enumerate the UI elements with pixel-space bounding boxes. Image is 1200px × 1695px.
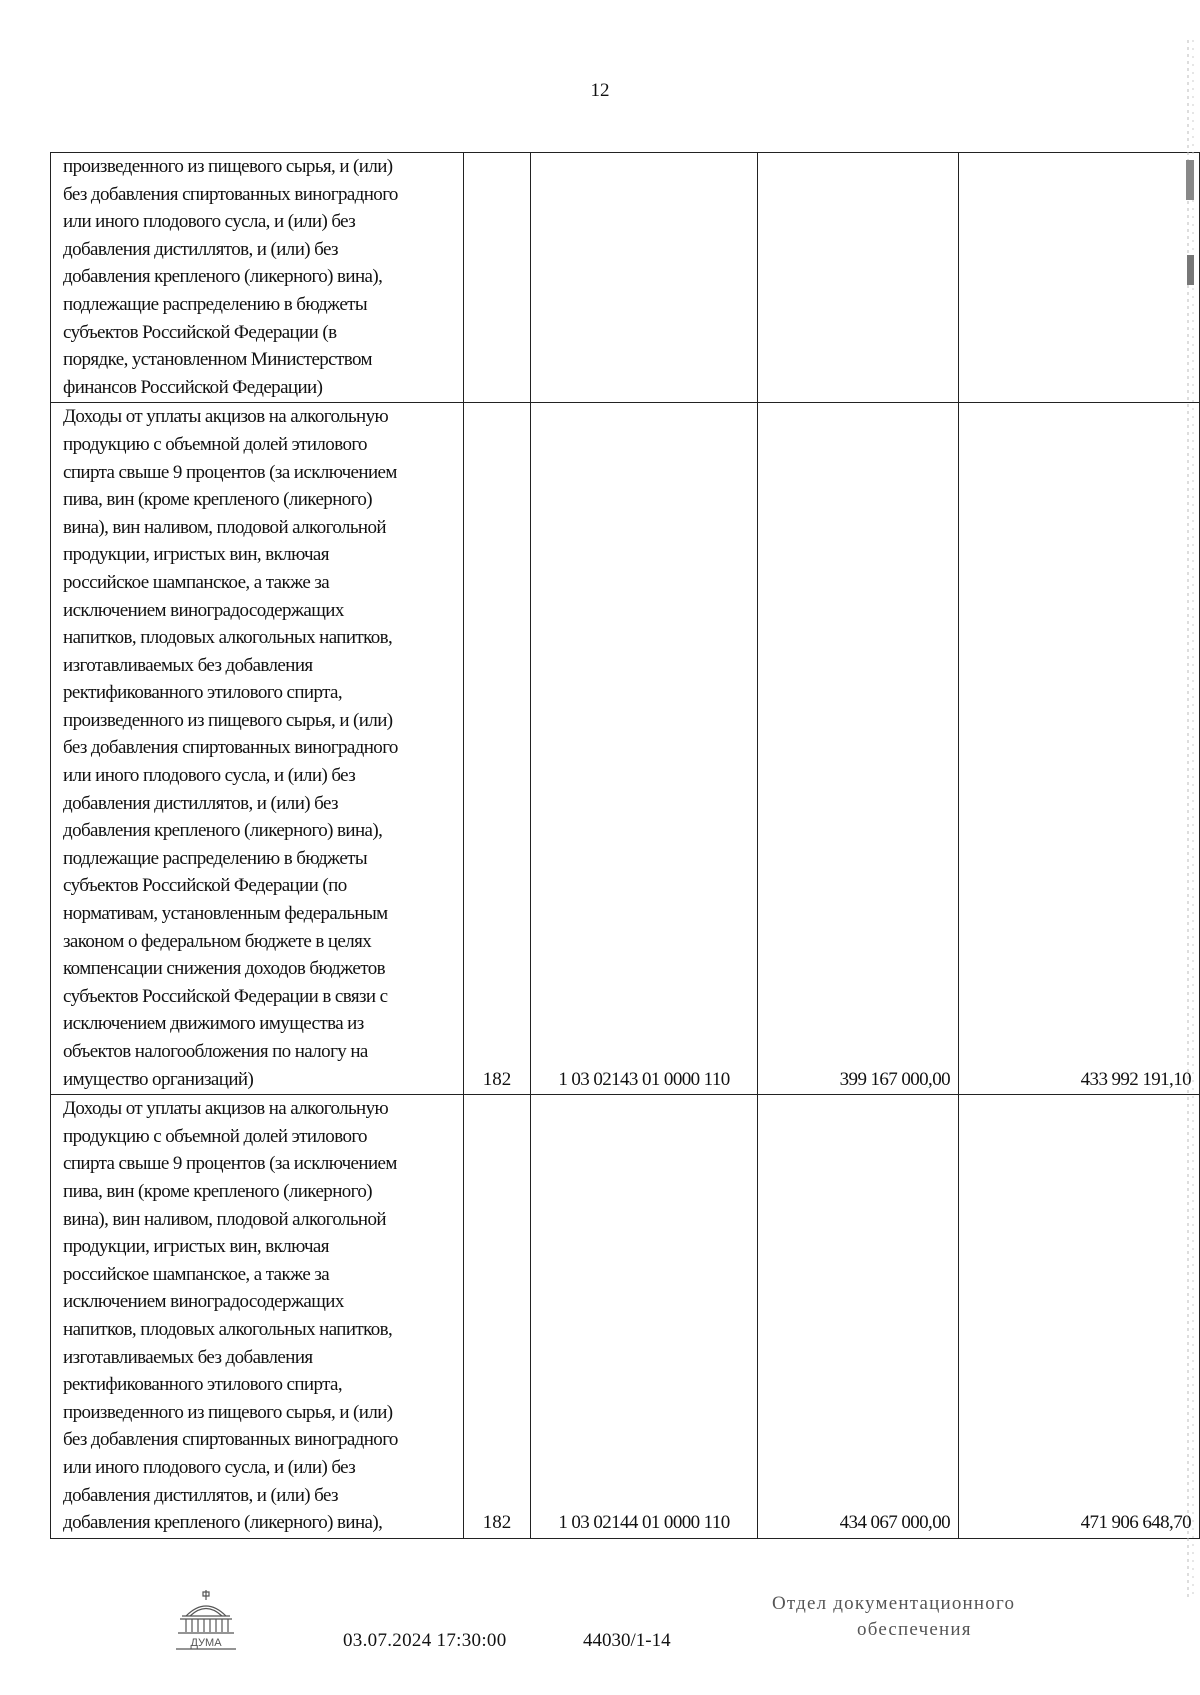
planned-amount-cell: [758, 1095, 959, 1539]
description-line: вина), вин наливом, плодовой алкогольной: [63, 516, 386, 538]
description-cell: [51, 1095, 464, 1539]
description-line: российское шампанское, а также за: [63, 1263, 330, 1285]
description-line: или иного плодового сусла, и (или) без: [63, 211, 356, 233]
description-line: российское шампанское, а также за: [63, 571, 330, 593]
description-line: спирта свыше 9 процентов (за исключением: [63, 1153, 397, 1175]
actual-amount-cell: [959, 403, 1200, 1095]
actual-amount: 433 992 191,10: [1080, 1068, 1191, 1090]
page-number: 12: [590, 80, 610, 101]
budget-code-cell: [531, 403, 758, 1095]
description-line: исключением движимого имущества из: [63, 1013, 364, 1035]
budget-code: 1 03 02144 01 0000 110: [558, 1512, 730, 1534]
description-line: или иного плодового сусла, и (или) без: [63, 765, 356, 787]
description-line: произведенного из пищевого сырья, и (или): [63, 156, 393, 177]
admin-code: 182: [482, 1068, 512, 1090]
description-line: добавления дистиллятов, и (или) без: [63, 238, 338, 260]
description-line: изготавливаемых без добавления: [63, 654, 313, 676]
planned-amount-cell: [758, 403, 959, 1095]
description-line: Доходы от уплаты акцизов на алкогольную: [63, 1098, 389, 1120]
description-line: без добавления спиртованных виноградного: [63, 737, 398, 759]
description-line: имущество организаций): [63, 1068, 254, 1090]
description-line: добавления дистиллятов, и (или) без: [63, 792, 338, 814]
budget-code: 1 03 02143 01 0000 110: [558, 1068, 730, 1090]
description-line: продукции, игристых вин, включая: [63, 544, 329, 566]
description-line: продукцию с объемной долей этилового: [63, 433, 367, 455]
scan-edge-artifact: [1184, 40, 1196, 1600]
admin-code: 182: [482, 1512, 512, 1534]
description-line: спирта свыше 9 процентов (за исключением: [63, 461, 397, 483]
description-line: субъектов Российской Федерации (по: [63, 875, 347, 897]
description-line: пива, вин (кроме крепленого (ликерного): [63, 489, 373, 511]
admin-code-cell: [464, 403, 531, 1095]
actual-amount-cell: [959, 1095, 1200, 1539]
description-line: произведенного из пищевого сырья, и (или): [63, 1401, 393, 1423]
description-line: без добавления спиртованных виноградного: [63, 183, 398, 205]
department-stamp-line: обеспечения: [857, 1619, 972, 1640]
table-row: [51, 1095, 1200, 1539]
description-line: ректификованного этилового спирта,: [63, 682, 343, 704]
registration-datetime: 03.07.2024 17:30:00: [343, 1630, 507, 1651]
description-line: добавления крепленого (ликерного) вина),: [63, 820, 383, 842]
actual-amount: 471 906 648,70: [1080, 1512, 1191, 1534]
description-line: продукцию с объемной долей этилового: [63, 1125, 367, 1147]
description-line: финансов Российской Федерации): [63, 376, 323, 398]
description-cell: [51, 403, 464, 1095]
planned-amount: 399 167 000,00: [839, 1068, 950, 1090]
table-row: [51, 153, 1200, 403]
admin-code-cell: [464, 153, 531, 403]
description-line: нормативам, установленным федеральным: [63, 903, 388, 925]
planned-amount-cell: [758, 153, 959, 403]
description-line: напитков, плодовых алкогольных напитков,: [63, 627, 393, 649]
description-line: без добавления спиртованных виноградного: [63, 1429, 398, 1451]
registration-number: 44030/1-14: [583, 1630, 671, 1651]
description-line: добавления крепленого (ликерного) вина),: [63, 1512, 383, 1534]
budget-code-cell: [531, 1095, 758, 1539]
description-line: ректификованного этилового спирта,: [63, 1374, 343, 1396]
description-line: произведенного из пищевого сырья, и (или): [63, 709, 393, 731]
description-line: добавления дистиллятов, и (или) без: [63, 1484, 338, 1506]
admin-code-cell: [464, 1095, 531, 1539]
description-line: порядке, установленном Министерством: [63, 349, 372, 371]
description-line: добавления крепленого (ликерного) вина),: [63, 266, 383, 288]
description-line: изготавливаемых без добавления: [63, 1346, 313, 1368]
description-cell: [51, 153, 464, 403]
description-line: субъектов Российской Федерации в связи с: [63, 985, 388, 1007]
description-line: или иного плодового сусла, и (или) без: [63, 1456, 356, 1478]
description-line: подлежащие распределению в бюджеты: [63, 847, 368, 869]
description-line: исключением виноградосодержащих: [63, 599, 344, 621]
description-line: продукции, игристых вин, включая: [63, 1236, 329, 1258]
department-stamp-line: Отдел документационного: [772, 1593, 1016, 1614]
budget-code-cell: [531, 153, 758, 403]
table-row: [51, 403, 1200, 1095]
description-line: напитков, плодовых алкогольных напитков,: [63, 1318, 393, 1340]
duma-logo-text: ДУМА: [190, 1637, 222, 1649]
description-line: вина), вин наливом, плодовой алкогольной: [63, 1208, 386, 1230]
description-line: компенсации снижения доходов бюджетов: [63, 958, 385, 980]
duma-logo-icon: [170, 1588, 242, 1652]
description-line: законом о федеральном бюджете в целях: [63, 930, 372, 952]
description-line: объектов налогообложения по налогу на: [63, 1041, 368, 1062]
description-line: Доходы от уплаты акцизов на алкогольную: [63, 406, 389, 428]
description-line: подлежащие распределению в бюджеты: [63, 293, 368, 315]
description-line: пива, вин (кроме крепленого (ликерного): [63, 1180, 373, 1202]
description-line: субъектов Российской Федерации (в: [63, 321, 337, 343]
revenue-table: [50, 152, 1200, 1539]
actual-amount-cell: [959, 153, 1200, 403]
description-line: исключением виноградосодержащих: [63, 1291, 344, 1313]
planned-amount: 434 067 000,00: [839, 1512, 950, 1534]
